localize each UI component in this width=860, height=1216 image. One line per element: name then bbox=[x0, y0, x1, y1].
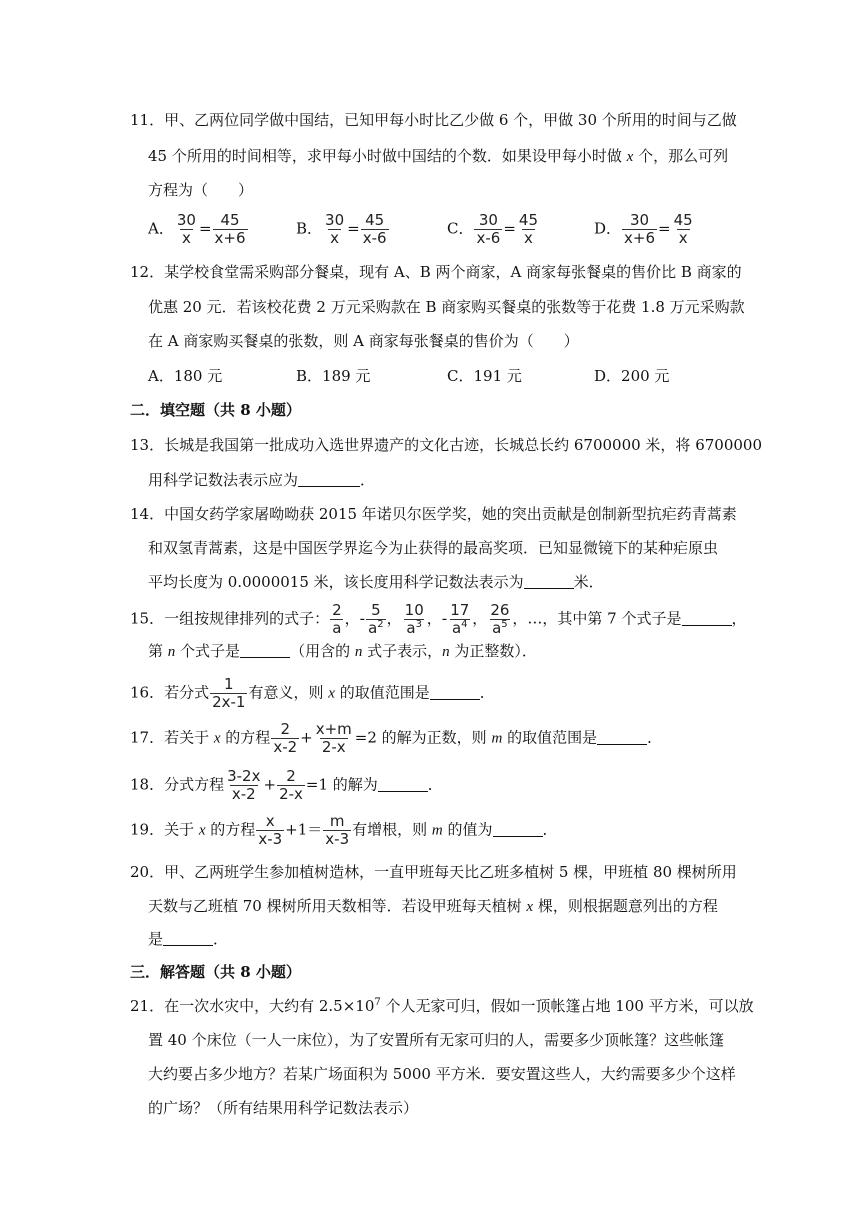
q20-line3: 是 ． bbox=[148, 930, 229, 948]
q12-line3: 在 A 商家购买餐桌的张数，则 A 商家每张餐桌的售价为（ ） bbox=[148, 332, 579, 350]
q19-line: 19．关于 x 的方程 $\frac{x}{x-3}$ +1＝ $\frac{m}{x-3}$ 有增根，则 m 的值为 ． bbox=[130, 812, 558, 848]
q14-line2: 和双氢青蒿素，这是中国医学界迄今为止获得的最高奖项．已知显微镜下的某种疟原虫 bbox=[148, 539, 719, 557]
q17-line: 17．若关于 x 的方程 $\frac{2}{x-2}$ + $\frac{x+m}{2-x}$ =2 的解为正数，则 m 的取值范围是 ． bbox=[130, 720, 663, 756]
q16-answer-blank[interactable] bbox=[430, 685, 480, 700]
q21-line4: 的广场？（所有结果用科学记数法表示） bbox=[148, 1099, 419, 1117]
q11-option-c[interactable]: C． $\frac{30}{x-6}$ = $\frac{45}{x}$ bbox=[447, 211, 538, 247]
section-heading-solve: 三．解答题（共 8 小题） bbox=[130, 963, 301, 981]
q12-line2: 优惠 20 元．若该校花费 2 万元采购款在 B 商家购买餐桌的张数等于花费 1.8 万元采购款 bbox=[148, 298, 745, 316]
q11-option-b[interactable]: B． $\frac{30}{x}$ = $\frac{45}{x-6}$ bbox=[296, 211, 387, 247]
q18-line: 18．分式方程 $\frac{3-2x}{x-2}$ + $\frac{2}{2-x}$ =1 的解为 ． bbox=[130, 767, 443, 803]
q13-line2: 用科学记数法表示应为 ． bbox=[148, 471, 376, 489]
q15-answer-blank-1[interactable] bbox=[682, 611, 732, 626]
q11-line3: 方程为（ ） bbox=[148, 181, 254, 199]
q21-line2: 置 40 个床位（一人一床位），为了安置所有无家可归的人，需要多少顶帐篷？这些帐篷 bbox=[148, 1031, 725, 1049]
q19-answer-blank[interactable] bbox=[493, 822, 543, 837]
q14-line3: 平均长度为 0.0000015 米，该长度用科学记数法表示为 米． bbox=[148, 573, 604, 591]
section-heading-fill-in: 二．填空题（共 8 小题） bbox=[130, 401, 301, 419]
q18-answer-blank[interactable] bbox=[378, 777, 428, 792]
q13-answer-blank[interactable] bbox=[298, 472, 360, 487]
q20-line1: 20．甲、乙两班学生参加植树造林，一直甲班每天比乙班多植树 5 棵，甲班植 80 棵树所用 bbox=[130, 863, 737, 881]
q15-line1: 15．一组按规律排列的式子： $\frac{2}{a}$ ，- $\frac{5}{a^2}$ ， $\frac{10}{a^3}$ ，- $\frac{17}{a^4}$ ， $\frac{26}{a^5}$ ，…，其中第 7 个式子是 ， bbox=[130, 601, 747, 637]
q12-option-d[interactable]: D．200 元 bbox=[594, 367, 670, 385]
q16-line: 16．若分式 $\frac{1}{2x-1}$ 有意义，则 x 的取值范围是 ． bbox=[130, 675, 495, 711]
q12-option-c[interactable]: C．191 元 bbox=[447, 367, 522, 385]
q13-line1: 13．长城是我国第一批成功入选世界遗产的文化古迹，长城总长约 6700000 米，将 6700000 bbox=[130, 436, 763, 454]
q15-answer-blank-2[interactable] bbox=[240, 643, 290, 658]
q11-option-d[interactable]: D． $\frac{30}{x+6}$ = $\frac{45}{x}$ bbox=[594, 211, 693, 247]
q14-line1: 14．中国女药学家屠呦呦获 2015 年诺贝尔医学奖，她的突出贡献是创制新型抗疟药青蒿素 bbox=[130, 505, 737, 523]
q20-answer-blank[interactable] bbox=[163, 931, 213, 946]
q12-option-b[interactable]: B．189 元 bbox=[296, 367, 371, 385]
q11-line1: 11．甲、乙两位同学做中国结，已知甲每小时比乙少做 6 个，甲做 30 个所用的时间与乙做 bbox=[130, 111, 737, 129]
q11-option-a[interactable]: A． $\frac{30}{x}$ = $\frac{45}{x+6}$ bbox=[148, 211, 246, 247]
q11-line2: 45 个所用的时间相等，求甲每小时做中国结的个数．如果设甲每小时做 x 个，那么可列 bbox=[148, 147, 729, 165]
q21-line3: 大约要占多少地方？若某广场面积为 5000 平方米．要安置这些人，大约需要多少个这样 bbox=[148, 1065, 736, 1083]
q14-answer-blank[interactable] bbox=[524, 574, 574, 589]
q12-option-a[interactable]: A．180 元 bbox=[148, 367, 223, 385]
q17-answer-blank[interactable] bbox=[597, 730, 647, 745]
q12-line1: 12．某学校食堂需采购部分餐桌，现有 A、B 两个商家，A 商家每张餐桌的售价比 B 商家的 bbox=[130, 263, 742, 281]
q21-line1: 21．在一次水灾中，大约有 $2.5\times 10^7$ 个人无家可归，假如一顶帐篷占地 100 平方米，可以放 bbox=[130, 997, 754, 1015]
q20-line2: 天数与乙班植 70 棵树所用天数相等．若设甲班每天植树 x 棵，则根据题意列出的方程 bbox=[148, 897, 718, 915]
q15-line2: 第 n 个式子是 （用含的 n 式子表示，n 为正整数）． bbox=[148, 642, 537, 660]
